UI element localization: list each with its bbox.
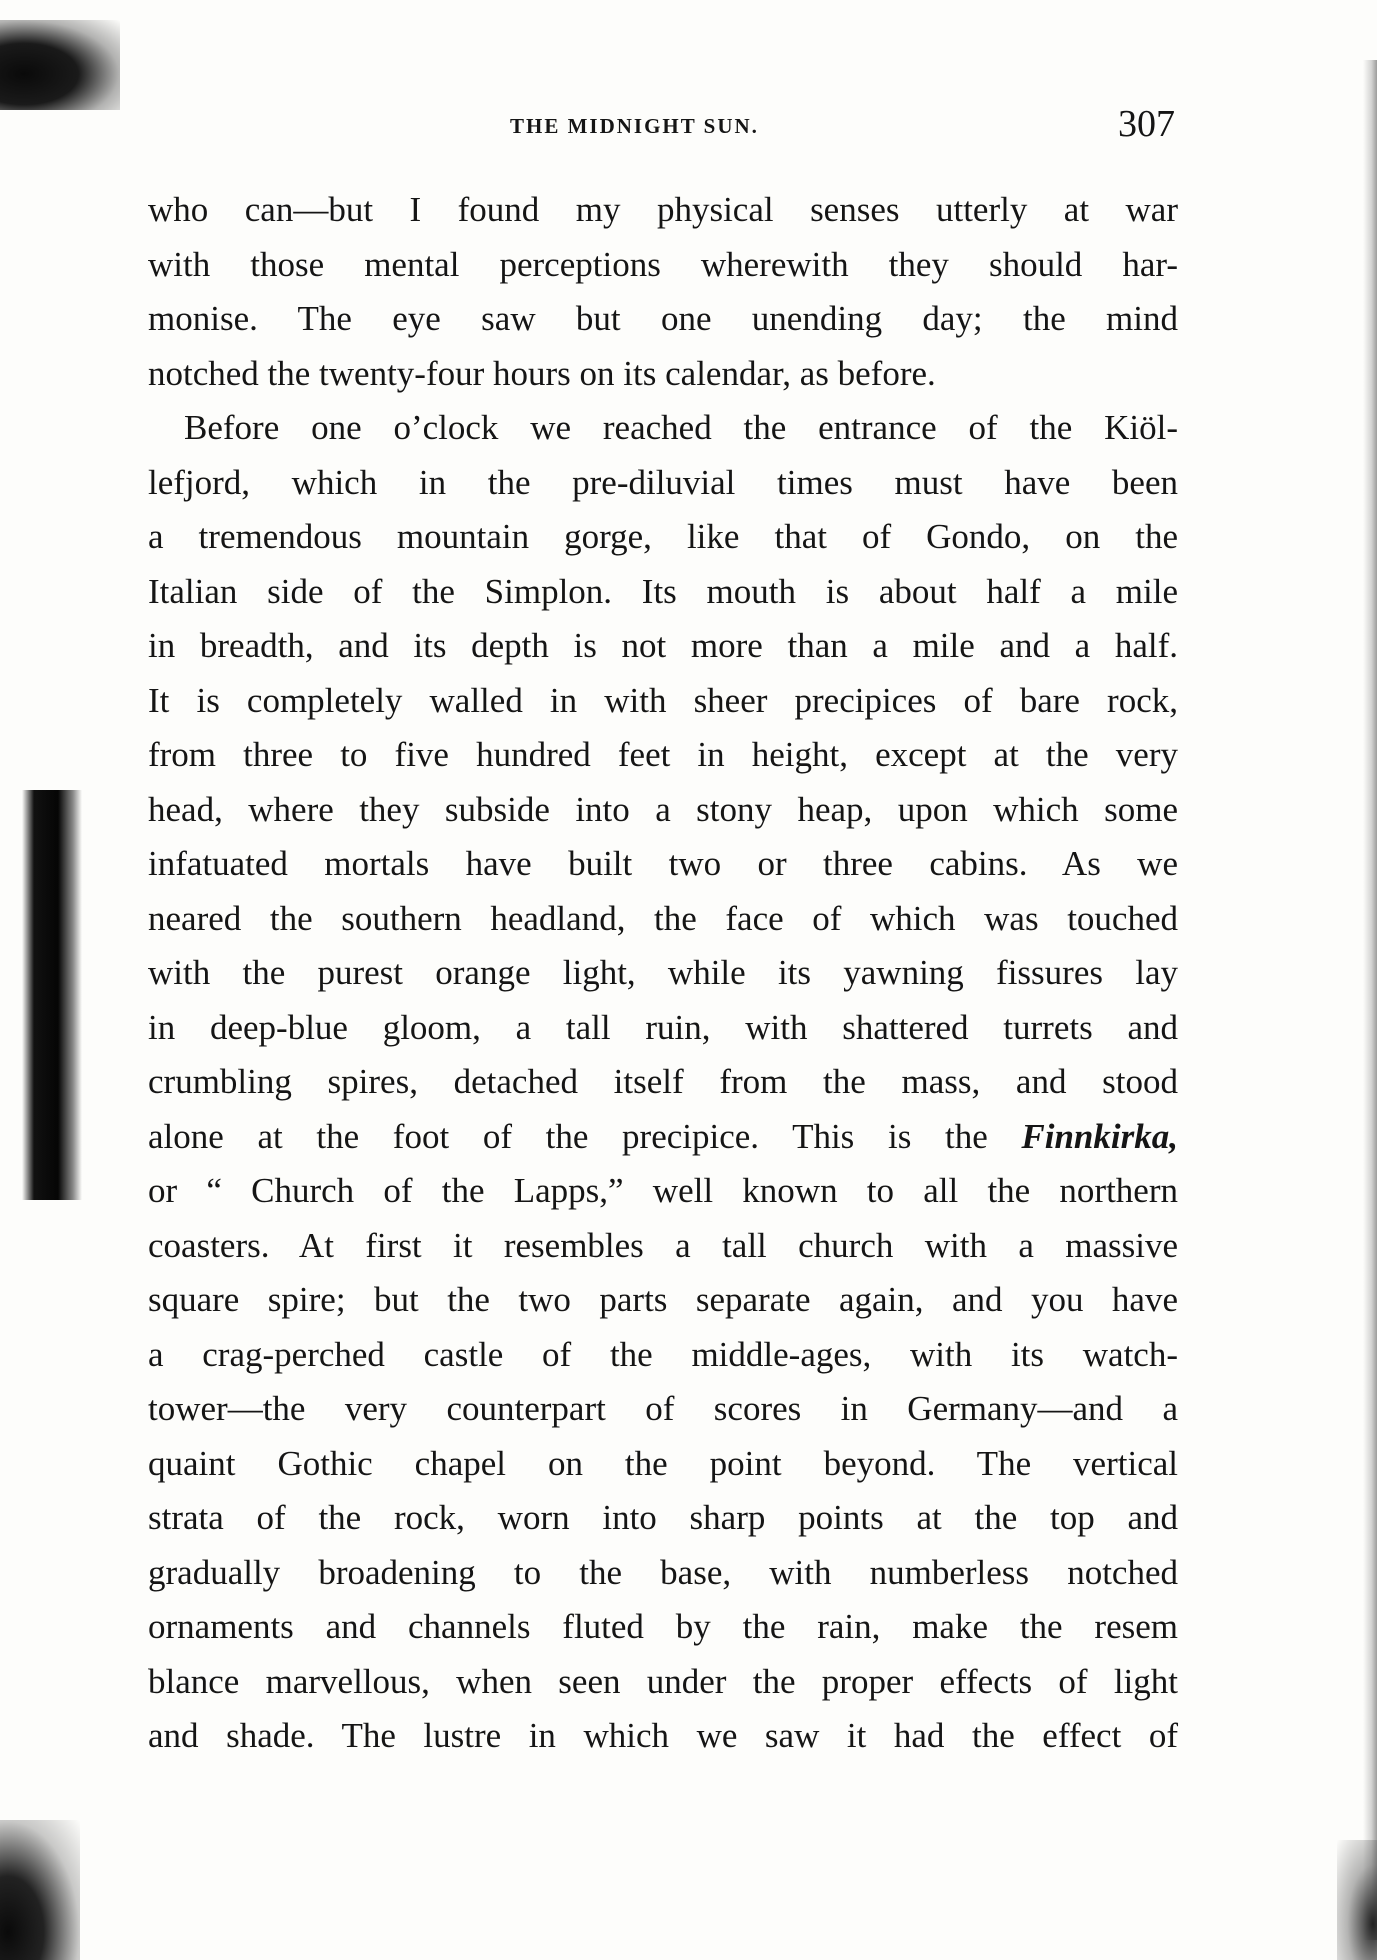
text-line: strata of the rock, worn into sharp points at the top and [148, 1498, 1178, 1537]
text-line: a crag-perched castle of the middle-ages, with its watch- [148, 1334, 1178, 1374]
text-line: monise. The eye saw but one unending day; the mind [148, 299, 1178, 338]
text-line: It is completely walled in with sheer precipices of bare rock, [148, 680, 1178, 720]
text-line: ornaments and channels fluted by the rain, make the resem [148, 1607, 1178, 1646]
text-line: neared the southern headland, the face of which was touched [148, 898, 1178, 938]
scan-shadow-bottom-right [1337, 1840, 1377, 1960]
text-line: lefjord, which in the pre-diluvial times must have been [148, 462, 1178, 502]
scan-shadow-bottom-left [0, 1820, 80, 1960]
text-line: square spire; but the two parts separate again, and you have [148, 1280, 1178, 1319]
paragraph-start-line: Before one o’clock we reached the entrance of the Kiöl- [184, 408, 1178, 447]
text-line: a tremendous mountain gorge, like that of Gondo, on the [148, 517, 1178, 556]
text-line: with those mental perceptions wherewith they should har- [148, 244, 1178, 284]
text-line: infatuated mortals have built two or three cabins. As we [148, 844, 1178, 883]
finnkirka-line [148, 1110, 1178, 1165]
scan-shadow-left-margin [22, 790, 82, 1200]
text-line: head, where they subside into a stony heap, upon which some [148, 789, 1178, 829]
text-line: gradually broadening to the base, with numberless notched [148, 1552, 1178, 1592]
text-line: crumbling spires, detached itself from the mass, and stood [148, 1062, 1178, 1101]
page-number: 307 [1118, 103, 1175, 145]
scan-shadow-top-left [0, 20, 120, 110]
text-line: who can—but I found my physical senses utterly at war [148, 190, 1178, 229]
body-text [148, 183, 1178, 1764]
text-line: in deep-blue gloom, a tall ruin, with shattered turrets and [148, 1007, 1178, 1047]
finnkirka-line-text: alone at the foot of the precipice. This is the [148, 1116, 1022, 1156]
text-line: or “ Church of the Lapps,” well known to all the northern [148, 1171, 1178, 1210]
text-line: tower—the very counterpart of scores in Germany—and a [148, 1389, 1178, 1428]
text-line: notched the twenty-four hours on its calendar, as before. [148, 353, 936, 393]
text-line: blance marvellous, when seen under the proper effects of light [148, 1661, 1178, 1701]
text-line: in breadth, and its depth is not more than a mile and a half. [148, 626, 1178, 665]
text-line: Italian side of the Simplon. Its mouth is about half a mile [148, 571, 1178, 611]
finnkirka-name: Finnkirka, [1021, 1116, 1178, 1156]
text-line: and shade. The lustre in which we saw it had the effect of [148, 1716, 1178, 1755]
text-line: from three to five hundred feet in height, except at the very [148, 735, 1178, 774]
text-line: quaint Gothic chapel on the point beyond. The vertical [148, 1443, 1178, 1483]
scan-shadow-right-edge [1363, 60, 1377, 1940]
running-head [145, 103, 1175, 148]
running-title: THE MIDNIGHT SUN. [510, 114, 759, 138]
text-line: with the purest orange light, while its yawning fissures lay [148, 953, 1178, 992]
text-line: coasters. At first it resembles a tall church with a massive [148, 1225, 1178, 1265]
